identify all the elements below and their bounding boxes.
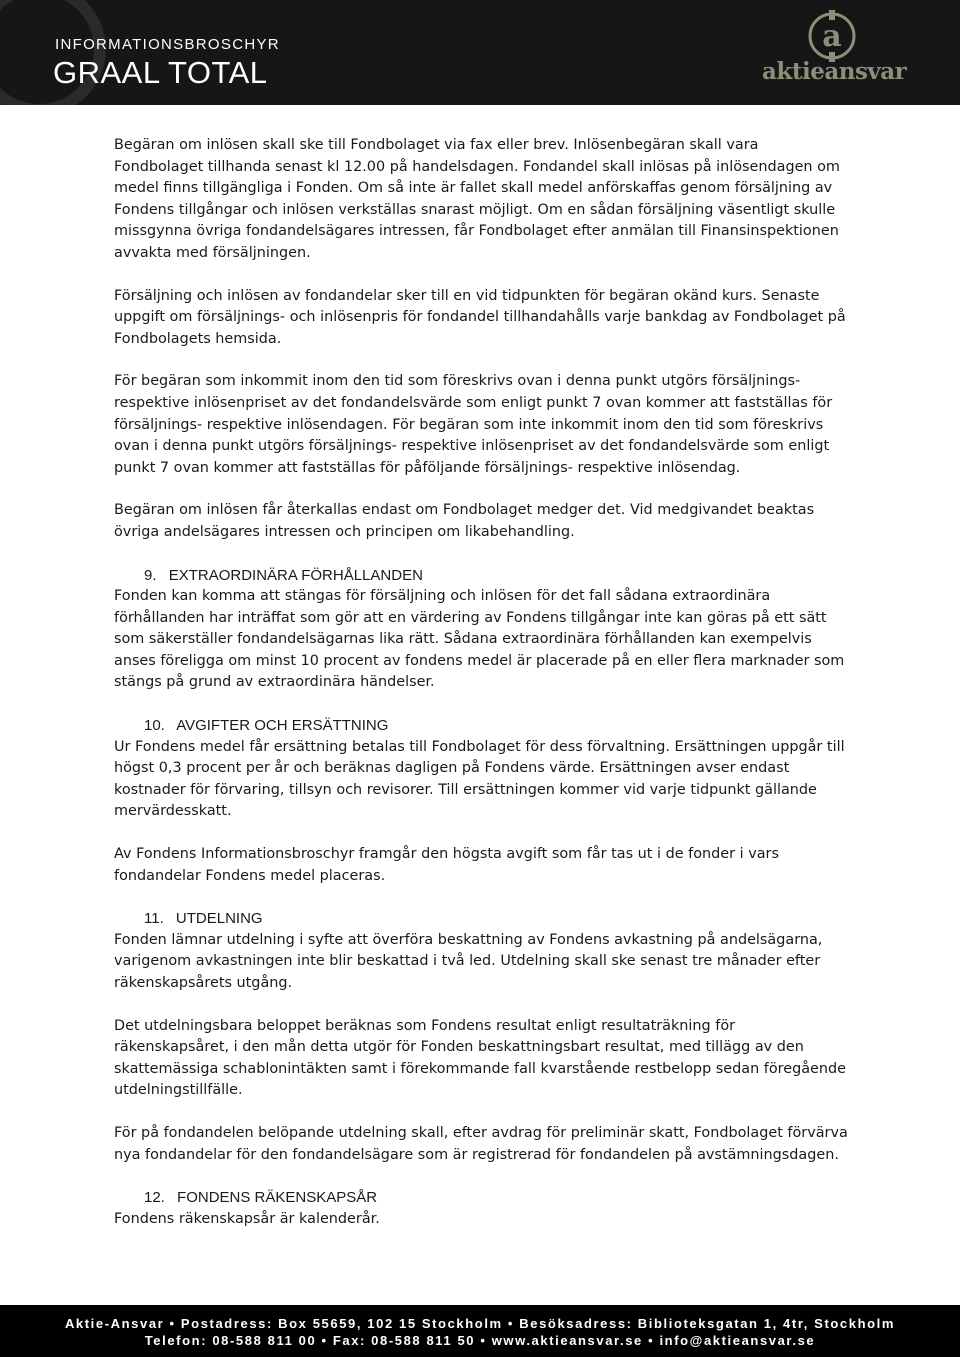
paragraph: För begäran som inkommit inom den tid som föreskrivs ovan i denna punkt utgörs försäljnings-respektive inlösenpriset av det fondandelsvärde som enligt punkt 7 ovan kommer att fastställas för försäljnings- respektive inlösendagen. För begäran som inte inkommit inom den tid som föreskrivs ovan i denna punkt utgörs försäljnings- respektive inlösenpriset av det fondandelsvärde som enligt punkt 7 ovan kommer att fastställas för påföljande försäljnings- respektive inlösendag.	[114, 373, 833, 476]
logo-wordmark: aktieansvar	[762, 58, 907, 85]
section-heading-10	[114, 715, 850, 737]
paragraph: Ur Fondens medel får ersättning betalas till Fondbolaget för dess förvaltning. Ersättningen uppgår till högst 0,3 procent per år och beräknas dagligen på Fondens värde. Ersättningen avser endast kostnader för förvaring, tillsyn och revisorer. Till ersättningen kommer vid varje tidpunkt gällande mervärdesskatt.	[114, 738, 845, 820]
section-number: 11.	[144, 910, 164, 928]
section-heading-12	[114, 1187, 850, 1209]
paragraph: Fonden lämnar utdelning i syfte att överföra beskattning av Fondens avkastning på andelsägarna, varigenom avkastningen inte blir beskattad i två led. Utdelning skall ske senast tre månader efter räkenskapsårets utgång.	[114, 931, 823, 991]
document-body	[114, 135, 850, 1251]
paragraph: Av Fondens Informationsbroschyr framgår den högsta avgift som får tas ut i de fonder i vars fondandelar Fondens medel placeras.	[114, 846, 779, 884]
paragraph: Det utdelningsbara beloppet beräknas som Fondens resultat enligt resultaträkning för räkenskapsåret, i den mån detta utgör för Fonden beskattningsbart resultat, med tillägg av den skattemässiga schablonintäkten samt i förekommande fall kvarstående restbelopp sedan föregående utdelningstillfälle.	[114, 1017, 847, 1099]
section-title: EXTRAORDINÄRA FÖRHÅLLANDEN	[168, 566, 423, 584]
section-heading-9	[114, 565, 850, 587]
page-footer	[0, 1305, 960, 1357]
section-number: 9.	[144, 566, 157, 584]
header-subtitle: INFORMATIONSBROSCHYR	[55, 36, 280, 53]
header-title: GRAAL TOTAL	[53, 55, 268, 90]
paragraph: För på fondandelen belöpande utdelning skall, efter avdrag för preliminär skatt, Fondbolaget förvärva nya fondandelar för den fondandelsägare som är registrerad för fondandelen på avstämningsdagen.	[114, 1124, 848, 1163]
page-header	[0, 0, 960, 105]
paragraph: Begäran om inlösen får återkallas endast om Fondbolaget medger det. Vid medgivandet beaktas övriga andelsägares intressen och principen om likabehandling.	[114, 502, 815, 540]
section-title: FONDENS RÄKENSKAPSÅR	[177, 1189, 378, 1207]
section-title: UTDELNING	[175, 910, 263, 928]
paragraph: Fondens räkenskapsår är kalenderår.	[114, 1210, 380, 1227]
section-heading-11	[114, 908, 850, 930]
paragraph: Begäran om inlösen skall ske till Fondbolaget via fax eller brev. Inlösenbegäran skall vara Fondbolaget tillhanda senast kl 12.00 på handelsdagen. Fondandel skall inlösas på inlösendagen om medel finns tillgängliga i Fonden. Om så inte är fallet skall medel anförskaffas genom försäljning av Fondens tillgångar och inlösen verkställas snarast möjligt. Om en sådan försäljning väsentligt skulle missgynna övriga fondandelsägares intressen, får Fondbolaget efter anmälan till Finansinspektionen avvakta med försäljningen.	[114, 137, 840, 261]
paragraph: Försäljning och inlösen av fondandelar sker till en vid tidpunkten för begäran okänd kurs. Senaste uppgift om försäljnings- och inlösenpris för fondandel tillhandahålls varje bankdag av Fondbolaget på Fondbolagets hemsida.	[114, 287, 846, 347]
paragraph: Fonden kan komma att stängas för försäljning och inlösen för det fall sådana extraordinära förhållanden har inträffat som gör att en värdering av Fondens tillgångar inte kan göras på ett sätt som säkerställer fondandelsägarnas lika rätt. Sådana extraordinära förhållanden kan exempelvis anses föreligga om minst 10 procent av fondens medel är placerade på en eller flera marknader som stängs på grund av extraordinära händelser.	[114, 588, 845, 691]
section-number: 12.	[144, 1189, 165, 1207]
footer-contact: Telefon: 08-588 811 00 • Fax: 08-588 811 50 • www.aktieansvar.se • info@aktieansvar.se	[144, 1333, 816, 1348]
section-number: 10.	[144, 717, 165, 735]
footer-address: Aktie-Ansvar • Postadress: Box 55659, 102 15 Stockholm • Besöksadress: Biblioteksgatan 1, 4tr, Stockholm	[64, 1316, 896, 1331]
svg-text:a: a	[822, 19, 842, 54]
section-title: AVGIFTER OCH ERSÄTTNING	[176, 717, 389, 735]
